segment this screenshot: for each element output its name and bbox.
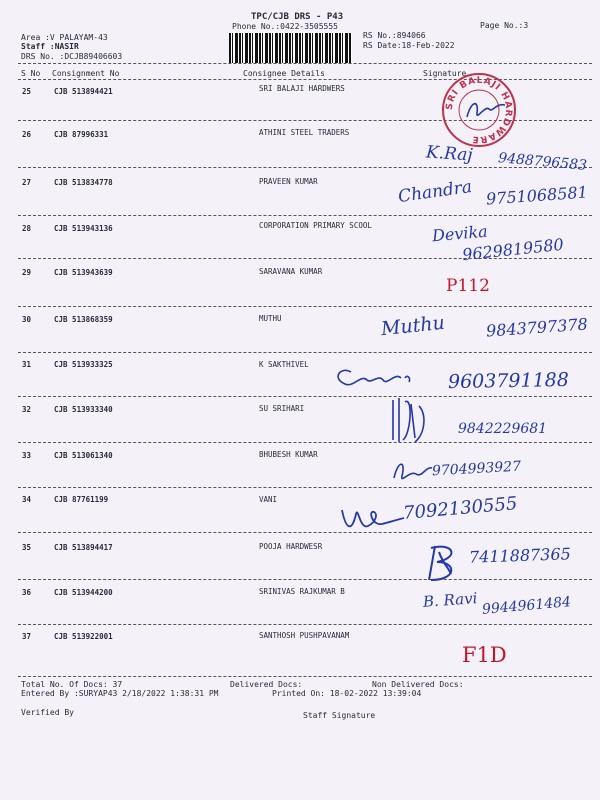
signature-scribble: [421, 542, 469, 584]
row-consignment: CJB 87761199: [54, 495, 109, 504]
row-sno: 30: [22, 315, 32, 324]
signature-scribble: [321, 364, 441, 394]
row-sno: 37: [22, 632, 32, 641]
row-divider: [18, 215, 592, 216]
row-divider: [18, 396, 592, 397]
staff-label: Staff :NASIR: [21, 42, 79, 51]
row-consignment: CJB 513894421: [54, 87, 113, 96]
handwritten-phone: 9751068581: [485, 182, 589, 209]
row-divider: [18, 532, 592, 533]
rs-number: RS No.:894066: [363, 31, 426, 40]
row-consignee: SRINIVAS RAJKUMAR B: [259, 587, 345, 596]
row-consignee: PRAVEEN KUMAR: [259, 177, 318, 186]
stamp-text: SRI BALAJI HARDWARE: [444, 75, 514, 145]
row-consignment: CJB 513943639: [54, 268, 113, 277]
row-consignee: BHUBESH KUMAR: [259, 450, 318, 459]
signature-scribble: [388, 456, 436, 486]
row-consignment: CJB 513061340: [54, 451, 113, 460]
handwritten-name: B. Ravi: [422, 589, 478, 611]
row-divider: [18, 167, 592, 168]
handwritten-phone: 7411887365: [468, 544, 572, 567]
page-number: Page No.:3: [480, 21, 529, 30]
phone-number: Phone No.:0422-3505555: [232, 22, 338, 31]
row-consignment: CJB 513922001: [54, 632, 113, 641]
column-sno: S No: [21, 69, 41, 78]
handwritten-phone: 9629819580: [461, 234, 565, 265]
row-sno: 33: [22, 451, 32, 460]
row-sno: 34: [22, 495, 32, 504]
row-consignment: CJB 513894417: [54, 543, 113, 552]
row-sno: 31: [22, 360, 32, 369]
signature-scribble: [463, 95, 508, 125]
staff-signature: Staff Signature: [303, 711, 376, 720]
printed-on: Printed On: 18-02-2022 13:39:04: [272, 689, 422, 698]
row-divider: [18, 624, 592, 625]
handwritten-name: Muthu: [380, 311, 446, 341]
row-consignee: ATHINI STEEL TRADERS: [259, 128, 350, 137]
handwritten-name: Devika: [431, 221, 489, 246]
verified-by: Verified By: [21, 708, 74, 717]
handwritten-name: K.Raj: [425, 142, 474, 166]
row-divider: [18, 487, 592, 488]
handwritten-phone: 9488796583: [497, 150, 588, 174]
document-title: TPC/CJB DRS - P43: [251, 12, 344, 22]
row-consignee: SRI BALAJI HARDWERS: [259, 84, 345, 93]
handwritten-note: F1D: [462, 643, 507, 667]
drs-number: DRS No. :DCJB89406603: [21, 52, 123, 61]
row-consignee: MUTHU: [259, 314, 282, 323]
row-sno: 35: [22, 543, 32, 552]
row-consignee: SU SRIHARI: [259, 404, 305, 413]
delivered-docs: Delivered Docs:: [230, 680, 303, 689]
handwritten-phone: 9704993927: [431, 458, 522, 480]
row-sno: 32: [22, 405, 32, 414]
row-divider: [18, 306, 592, 307]
row-consignment: CJB 513944200: [54, 588, 113, 597]
barcode-image: [229, 33, 352, 63]
column-signature: Signature: [423, 69, 467, 78]
handwritten-name: Chandra: [396, 176, 474, 208]
row-consignee: CORPORATION PRIMARY SCOOL: [259, 221, 372, 230]
row-divider: [18, 442, 592, 443]
column-consignment: Consignment No: [52, 69, 120, 78]
row-sno: 28: [22, 224, 32, 233]
signature-scribble: [385, 394, 435, 448]
row-consignee: VANI: [259, 495, 278, 504]
non-delivered-docs: Non Delivered Docs:: [372, 680, 464, 689]
row-consignment: CJB 513868359: [54, 315, 113, 324]
row-sno: 25: [22, 87, 32, 96]
handwritten-phone: 9944961484: [481, 594, 572, 618]
row-consignee: POOJA HARDWESR: [259, 542, 323, 551]
row-sno: 29: [22, 268, 32, 277]
row-consignment: CJB 87996331: [54, 130, 109, 139]
row-consignee: K SAKTHIVEL: [259, 360, 309, 369]
row-consignment: CJB 513834778: [54, 178, 113, 187]
row-sno: 27: [22, 178, 32, 187]
rs-date: RS Date:18-Feb-2022: [363, 41, 455, 50]
header-rule: [18, 63, 592, 64]
signature-scribble: [338, 500, 408, 536]
area-label: Area :V PALAYAM-43: [21, 33, 108, 42]
row-divider: [18, 676, 592, 677]
row-consignee: SANTHOSH PUSHPAVANAM: [259, 631, 350, 640]
row-divider: [18, 579, 592, 580]
handwritten-phone: 9843797378: [485, 314, 589, 341]
row-sno: 26: [22, 130, 32, 139]
row-consignee: SARAVANA KUMAR: [259, 267, 323, 276]
handwritten-note: P112: [446, 276, 490, 296]
handwritten-phone: 9842229681: [458, 421, 548, 437]
handwritten-phone: 7092130555: [402, 493, 519, 524]
row-divider: [18, 352, 592, 353]
row-consignment: CJB 513933340: [54, 405, 113, 414]
total-docs: Total No. Of Docs: 37: [21, 680, 123, 689]
column-consignee: Consignee Details: [243, 69, 325, 78]
handwritten-phone: 9603791188: [447, 368, 570, 394]
entered-by: Entered By :SURYAP43 2/18/2022 1:38:31 PM: [21, 689, 219, 698]
row-consignment: CJB 513933325: [54, 360, 113, 369]
row-sno: 36: [22, 588, 32, 597]
row-consignment: CJB 513943136: [54, 224, 113, 233]
